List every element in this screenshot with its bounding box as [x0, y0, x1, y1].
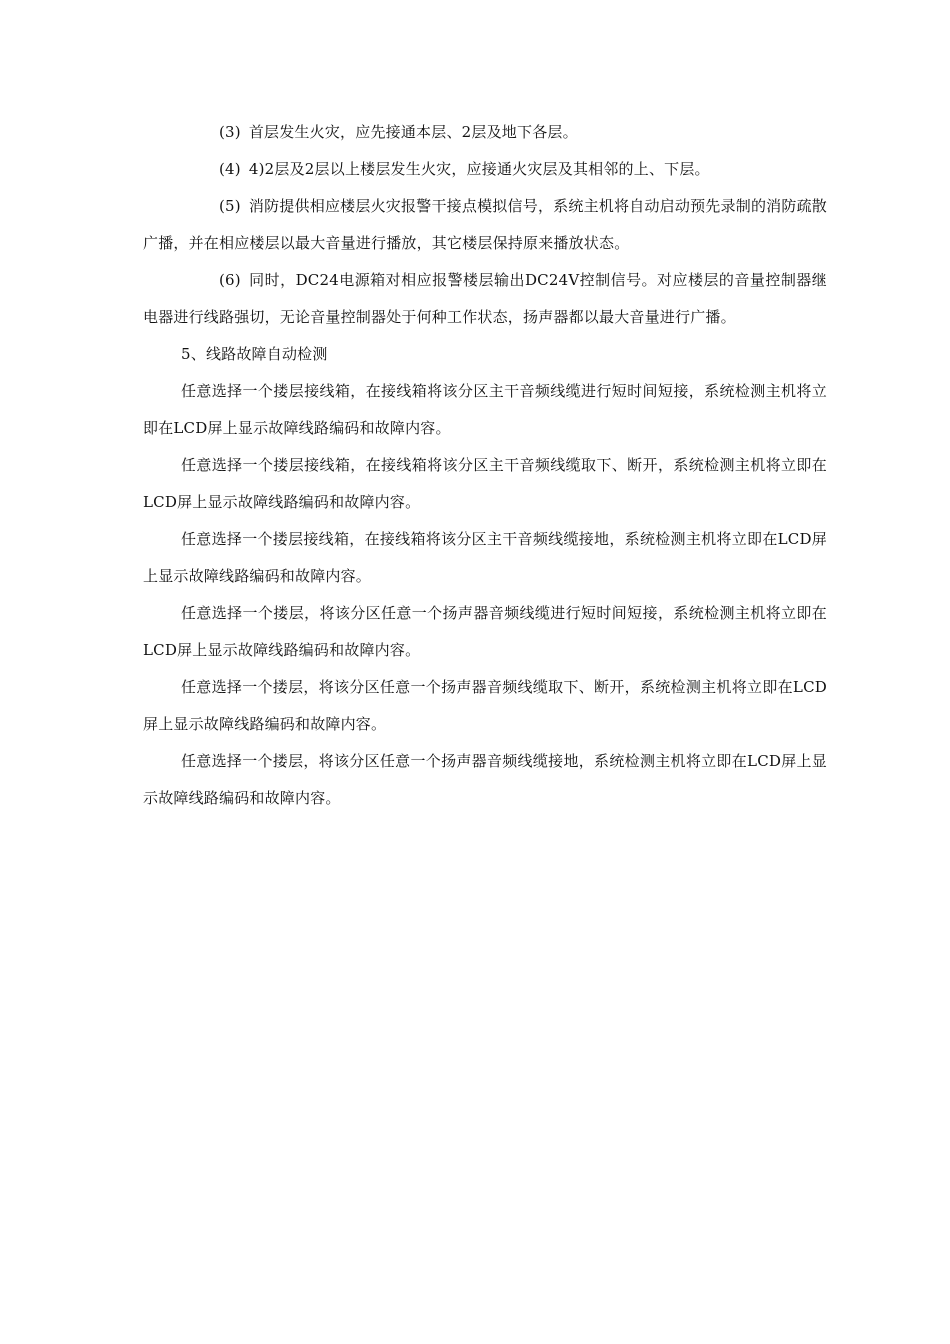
paragraph-4 — [143, 151, 827, 188]
paragraph-6 — [143, 262, 827, 336]
paragraph-text: 同时，DC24电源箱对相应报警楼层输出DC24V控制信号。对应楼层的音量控制器继电器进行线路强切，无论音量控制器处于何种工作状态，扬声器都以最大音量进行广播。 — [143, 271, 827, 326]
section-heading — [143, 336, 827, 373]
paragraph-number: (6) — [219, 271, 241, 289]
paragraph-text: 消防提供相应楼层火灾报警干接点模拟信号，系统主机将自动启动预先录制的消防疏散广播，并在相应楼层以最大音量进行播放，其它楼层保持原来播放状态。 — [143, 197, 827, 252]
paragraph-text: 任意选择一个搂层，将该分区任意一个扬声器音频线缆进行短时间短接，系统检测主机将立即在LCD屏上显示故障线路编码和故障内容。 — [143, 604, 827, 659]
paragraph-number: (3) — [219, 123, 241, 141]
paragraph-number: (4) — [219, 160, 241, 178]
paragraph-fault-open-trunk — [143, 447, 827, 521]
paragraph-text: 任意选择一个搂层接线箱，在接线箱将该分区主干音频线缆接地，系统检测主机将立即在LCD屏上显示故障线路编码和故障内容。 — [143, 530, 827, 585]
paragraph-fault-open-speaker — [143, 669, 827, 743]
paragraph-fault-ground-trunk — [143, 521, 827, 595]
paragraph-5 — [143, 188, 827, 262]
paragraph-fault-ground-speaker — [143, 743, 827, 817]
paragraph-fault-short-trunk — [143, 373, 827, 447]
paragraph-text: 首层发生火灾，应先接通本层、2层及地下各层。 — [248, 123, 578, 141]
section-heading-text: 5、线路故障自动检测 — [181, 345, 328, 363]
paragraph-3 — [143, 114, 827, 151]
paragraph-text: 任意选择一个搂层接线箱，在接线箱将该分区主干音频线缆进行短时间短接，系统检测主机将立即在LCD屏上显示故障线路编码和故障内容。 — [143, 382, 827, 437]
paragraph-text: 任意选择一个搂层，将该分区任意一个扬声器音频线缆取下、断开，系统检测主机将立即在LCD屏上显示故障线路编码和故障内容。 — [143, 678, 827, 733]
paragraph-number: (5) — [219, 197, 241, 215]
paragraph-text: 任意选择一个搂层接线箱，在接线箱将该分区主干音频线缆取下、断开，系统检测主机将立即在LCD屏上显示故障线路编码和故障内容。 — [143, 456, 827, 511]
paragraph-text: 4)2层及2层以上楼层发生火灾，应接通火灾层及其相邻的上、下层。 — [248, 160, 710, 178]
paragraph-fault-short-speaker — [143, 595, 827, 669]
paragraph-text: 任意选择一个搂层，将该分区任意一个扬声器音频线缆接地，系统检测主机将立即在LCD屏上显示故障线路编码和故障内容。 — [143, 752, 827, 807]
document-body — [143, 114, 827, 817]
